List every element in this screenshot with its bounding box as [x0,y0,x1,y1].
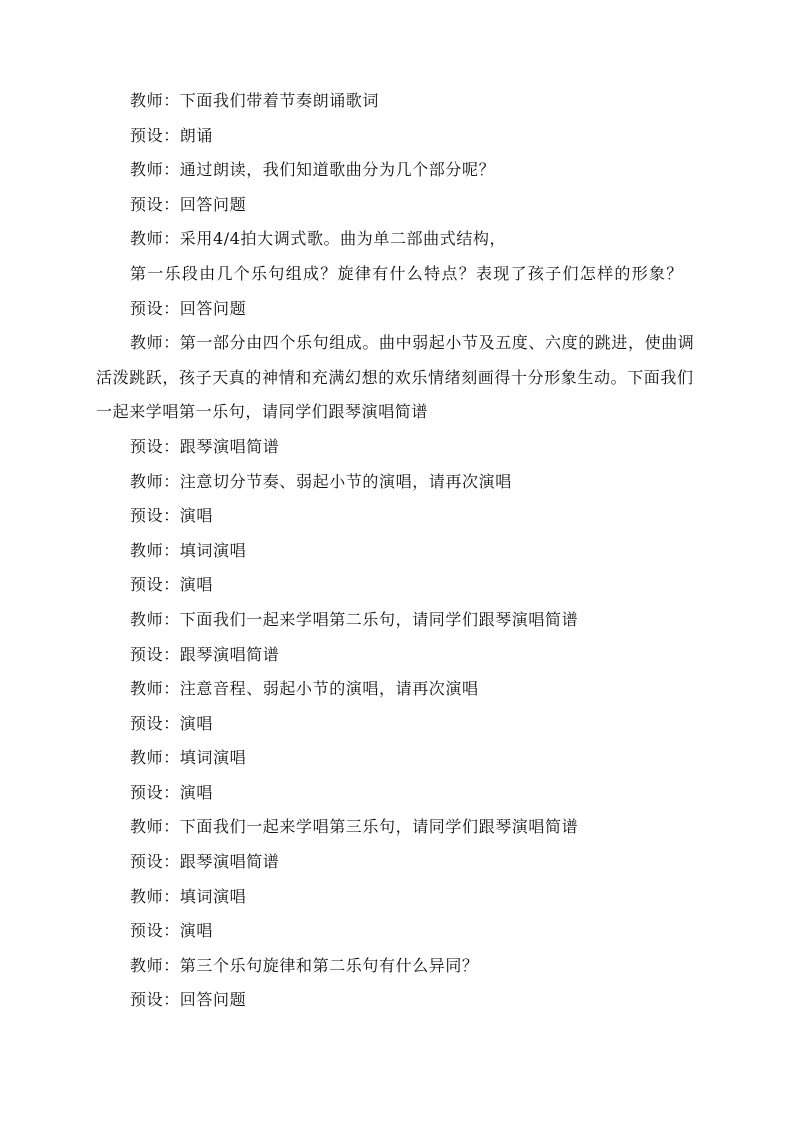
paragraph: 预设：朗诵 [130,125,214,145]
paragraph: 预设：跟琴演唱简谱 [130,644,280,664]
paragraph: 预设：跟琴演唱简谱 [130,436,280,456]
paragraph: 教师：第三个乐句旋律和第二乐句有什么异同？ [130,955,479,975]
paragraph: 预设：演唱 [130,782,214,802]
paragraph: 预设：演唱 [130,921,214,941]
paragraph: 预设：回答问题 [130,990,247,1010]
paragraph: 教师：下面我们一起来学唱第二乐句，请同学们跟琴演唱简谱 [130,609,579,629]
paragraph: 预设：演唱 [130,575,214,595]
paragraph: 预设：回答问题 [130,298,247,318]
paragraph: 教师：下面我们一起来学唱第三乐句，请同学们跟琴演唱简谱 [130,817,579,837]
paragraph: 教师：注意切分节奏、弱起小节的演唱，请再次演唱 [130,471,512,491]
paragraph: 预设：演唱 [130,506,214,526]
paragraph: 教师：下面我们带着节奏朗诵歌词 [130,91,380,110]
paragraph: 预设：跟琴演唱简谱 [130,852,280,872]
paragraph: 教师：注意音程、弱起小节的演唱，请再次演唱 [130,679,479,699]
document-body [96,84,706,1018]
paragraph: 教师：填词演唱 [130,748,247,768]
paragraph: 教师：采用4/4拍大调式歌。曲为单二部曲式结构， [130,229,507,249]
paragraph: 教师：通过朗读，我们知道歌曲分为几个部分呢？ [130,160,496,180]
paragraph: 教师：填词演唱 [130,540,247,560]
paragraph: 教师：填词演唱 [130,886,247,906]
paragraph: 预设：演唱 [130,713,214,733]
paragraph: 预设：回答问题 [130,194,247,214]
paragraph: 教师：第一部分由四个乐句组成。曲中弱起小节及五度、六度的跳进，使曲调活泼跳跃，孩子天真的神情和充满幻想的欢乐情绪刻画得十分形象生动。下面我们一起来学唱第一乐句，请同学们跟琴演唱简谱 [96,333,695,422]
paragraph: 第一乐段由几个乐句组成？旋律有什么特点？表现了孩子们怎样的形象？ [130,263,684,283]
